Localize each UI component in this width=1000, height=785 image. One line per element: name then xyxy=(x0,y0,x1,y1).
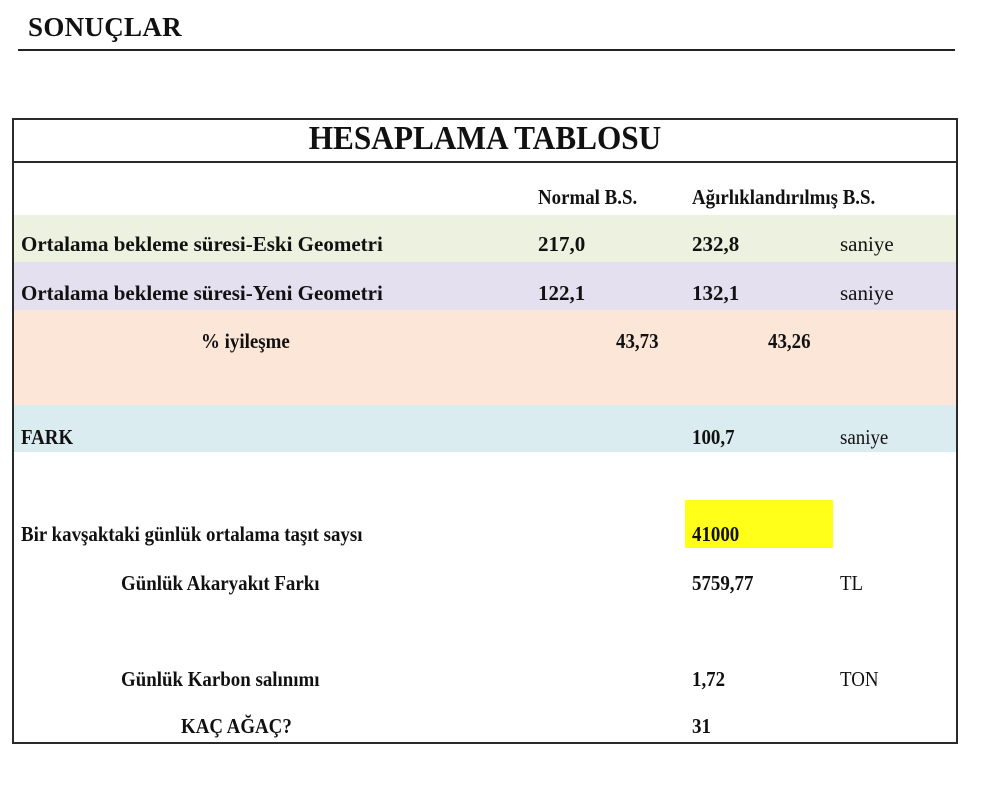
row-label-improvement: % iyileşme xyxy=(201,329,290,353)
value-old-normal: 217,0 xyxy=(538,232,586,256)
table-title: HESAPLAMA TABLOSU xyxy=(308,120,662,157)
value-difference: 100,7 xyxy=(692,425,735,449)
section-title: SONUÇLAR xyxy=(28,12,182,42)
column-header-weighted: Ağırlıklandırılmış B.S. xyxy=(692,185,876,209)
value-improvement-weighted: 43,26 xyxy=(768,329,811,353)
value-new-weighted: 132,1 xyxy=(692,281,740,305)
value-tree-count: 31 xyxy=(692,714,711,738)
unit-carbon: TON xyxy=(840,667,879,691)
column-header-normal: Normal B.S. xyxy=(538,185,638,209)
row-band-improvement xyxy=(14,310,956,405)
label-daily-carbon: Günlük Karbon salınımı xyxy=(121,667,320,691)
label-daily-fuel-difference: Günlük Akaryakıt Farkı xyxy=(121,571,320,595)
row-label-difference: FARK xyxy=(21,425,74,449)
label-tree-count: KAÇ AĞAÇ? xyxy=(181,714,292,738)
value-old-weighted: 232,8 xyxy=(692,232,740,256)
value-improvement-normal: 43,73 xyxy=(616,329,659,353)
value-daily-carbon: 1,72 xyxy=(692,667,726,691)
value-daily-vehicle-count: 41000 xyxy=(692,522,740,546)
unit-difference: saniye xyxy=(840,425,889,449)
row-band-difference xyxy=(14,405,956,452)
row-label-new-geometry: Ortalama bekleme süresi-Yeni Geometri xyxy=(21,281,383,305)
row-label-old-geometry: Ortalama bekleme süresi-Eski Geometri xyxy=(21,232,383,256)
unit-new: saniye xyxy=(840,281,894,305)
value-daily-fuel-difference: 5759,77 xyxy=(692,571,754,595)
label-daily-vehicle-count: Bir kavşaktaki günlük ortalama taşıt saysı xyxy=(21,522,363,546)
table-title-divider xyxy=(14,161,956,163)
unit-old: saniye xyxy=(840,232,894,256)
section-divider xyxy=(18,49,955,51)
value-new-normal: 122,1 xyxy=(538,281,586,305)
unit-fuel: TL xyxy=(840,571,864,595)
